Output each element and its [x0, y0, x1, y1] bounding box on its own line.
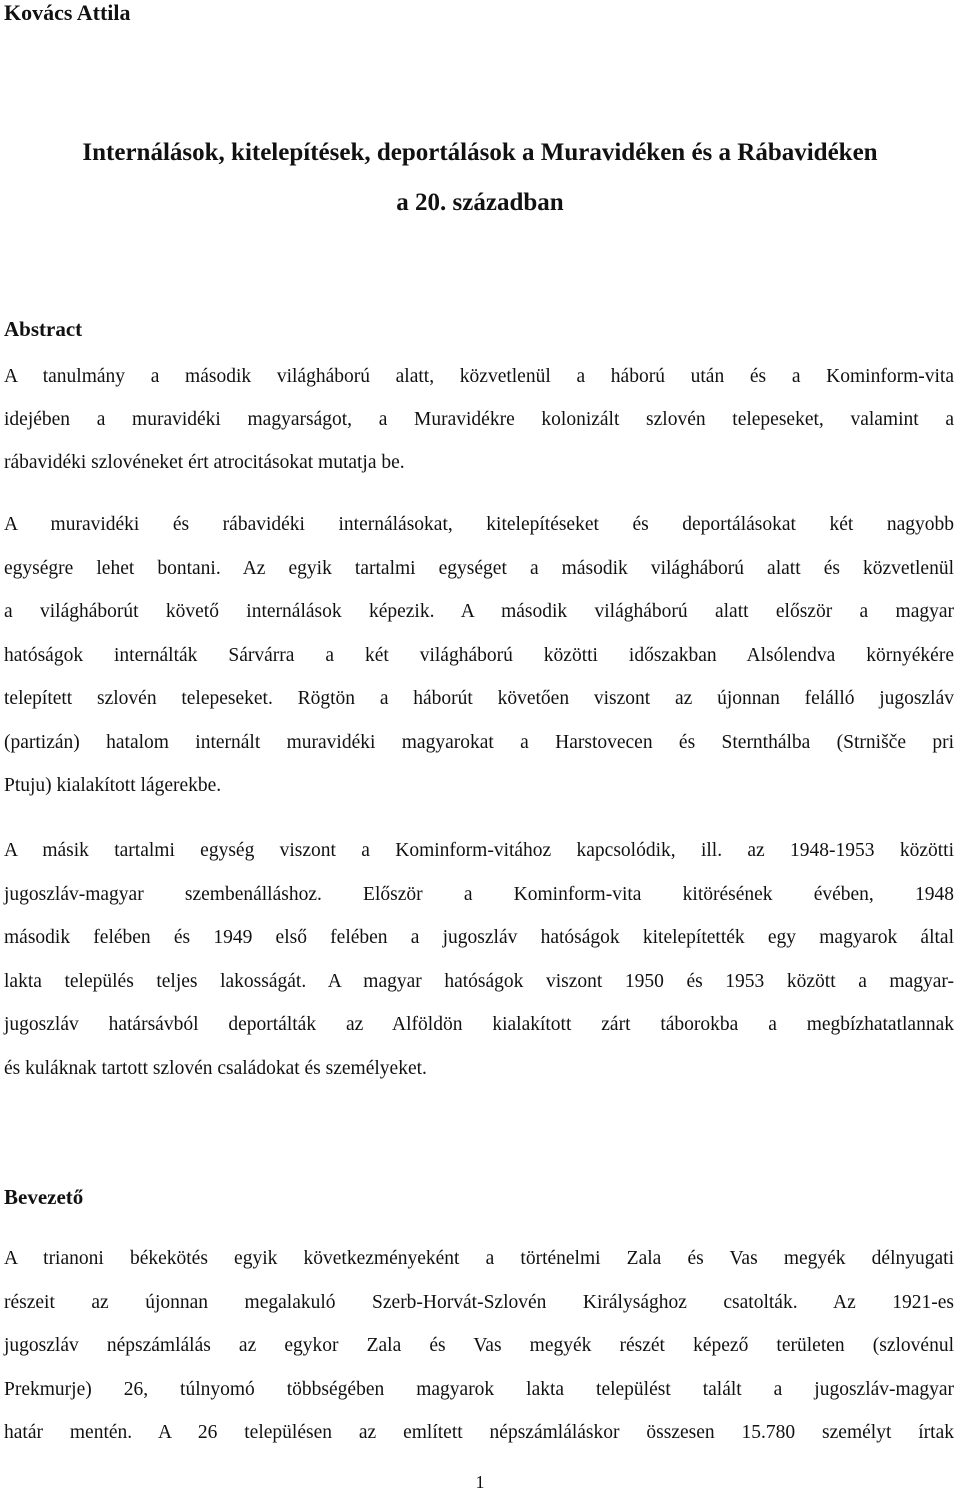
introduction-heading: Bevezető — [4, 1185, 84, 1209]
text-line: A muravidéki és rábavidéki internálásokat, kitelepítéseket és deportálásokat két nagyobb — [4, 514, 954, 535]
title-line: a 20. században — [396, 189, 564, 216]
text-line: határ mentén. A 26 településen az említett népszámláláskor összesen 15.780 személyt írtak — [4, 1422, 954, 1443]
text-line: részeit az újonnan megalakuló Szerb-Horvát-Szlovén Királysághoz csatolták. Az 1921-es — [4, 1291, 954, 1313]
body-paragraph — [4, 503, 954, 808]
page-number: 1 — [475, 1472, 485, 1492]
text-line: jugoszláv népszámlálás az egykor Zala és Vas megyék részét képező területen (szlovénul — [4, 1335, 954, 1356]
abstract-heading: Abstract — [4, 317, 83, 341]
text-line: jugoszláv határsávból deportálták az Alföldön kialakított zárt táborokba a megbízhatatlannak — [4, 1014, 954, 1035]
body-paragraph — [4, 829, 954, 1090]
text-line: idejében a muravidéki magyarságot, a Muravidékre kolonizált szlovén telepeseket, valamint a — [4, 409, 954, 430]
text-line: hatóságok internálták Sárvárra a két világháború közötti időszakban Alsólendva környékére — [4, 644, 954, 666]
text-line: Ptuju) kialakított lágerekbe. — [4, 775, 222, 796]
title-line: Internálások, kitelepítések, deportálások a Muravidéken és a Rábavidéken — [82, 139, 878, 166]
abstract-paragraph — [4, 355, 954, 484]
text-line: jugoszláv-magyar szembenálláshoz. Először a Kominform-vita kitörésének évében, 1948 — [4, 883, 954, 905]
text-line: a világháborút követő internálások képezik. A második világháború alatt először a magyar — [4, 601, 954, 622]
text-line: (partizán) hatalom internált muravidéki magyarokat a Harstovecen és Sternthálba (Strnišče pri — [4, 731, 954, 753]
text-line: lakta település teljes lakosságát. A magyar hatóságok viszont 1950 és 1953 között a magyar- — [4, 970, 954, 992]
text-line: és kuláknak tartott szlovén családokat és személyeket. — [4, 1057, 427, 1079]
text-line: A tanulmány a második világháború alatt, közvetlenül a háború után és a Kominform-vita — [4, 366, 954, 387]
text-line: A másik tartalmi egység viszont a Kominform-vitához kapcsolódik, ill. az 1948-1953 közötti — [4, 840, 954, 861]
text-line: telepített szlovén telepeseket. Rögtön a háborút követően viszont az újonnan felálló jugoszláv — [4, 688, 954, 709]
text-line: egységre lehet bontani. Az egyik tartalmi egységet a második világháború alatt és közvetlenül — [4, 557, 954, 579]
author-name: Kovács Attila — [4, 0, 131, 25]
text-line: rábavidéki szlovéneket ért atrocitásokat mutatja be. — [4, 452, 405, 473]
text-line: A trianoni békekötés egyik következményeként a történelmi Zala és Vas megyék délnyugati — [4, 1248, 954, 1269]
text-line: második felében és 1949 első felében a jugoszláv hatóságok kitelepítették egy magyarok által — [4, 927, 954, 948]
document-title — [0, 128, 960, 228]
text-line: Prekmurje) 26, túlnyomó többségében magyarok lakta települést talált a jugoszláv-magyar — [4, 1378, 954, 1400]
introduction-paragraph — [4, 1237, 954, 1455]
